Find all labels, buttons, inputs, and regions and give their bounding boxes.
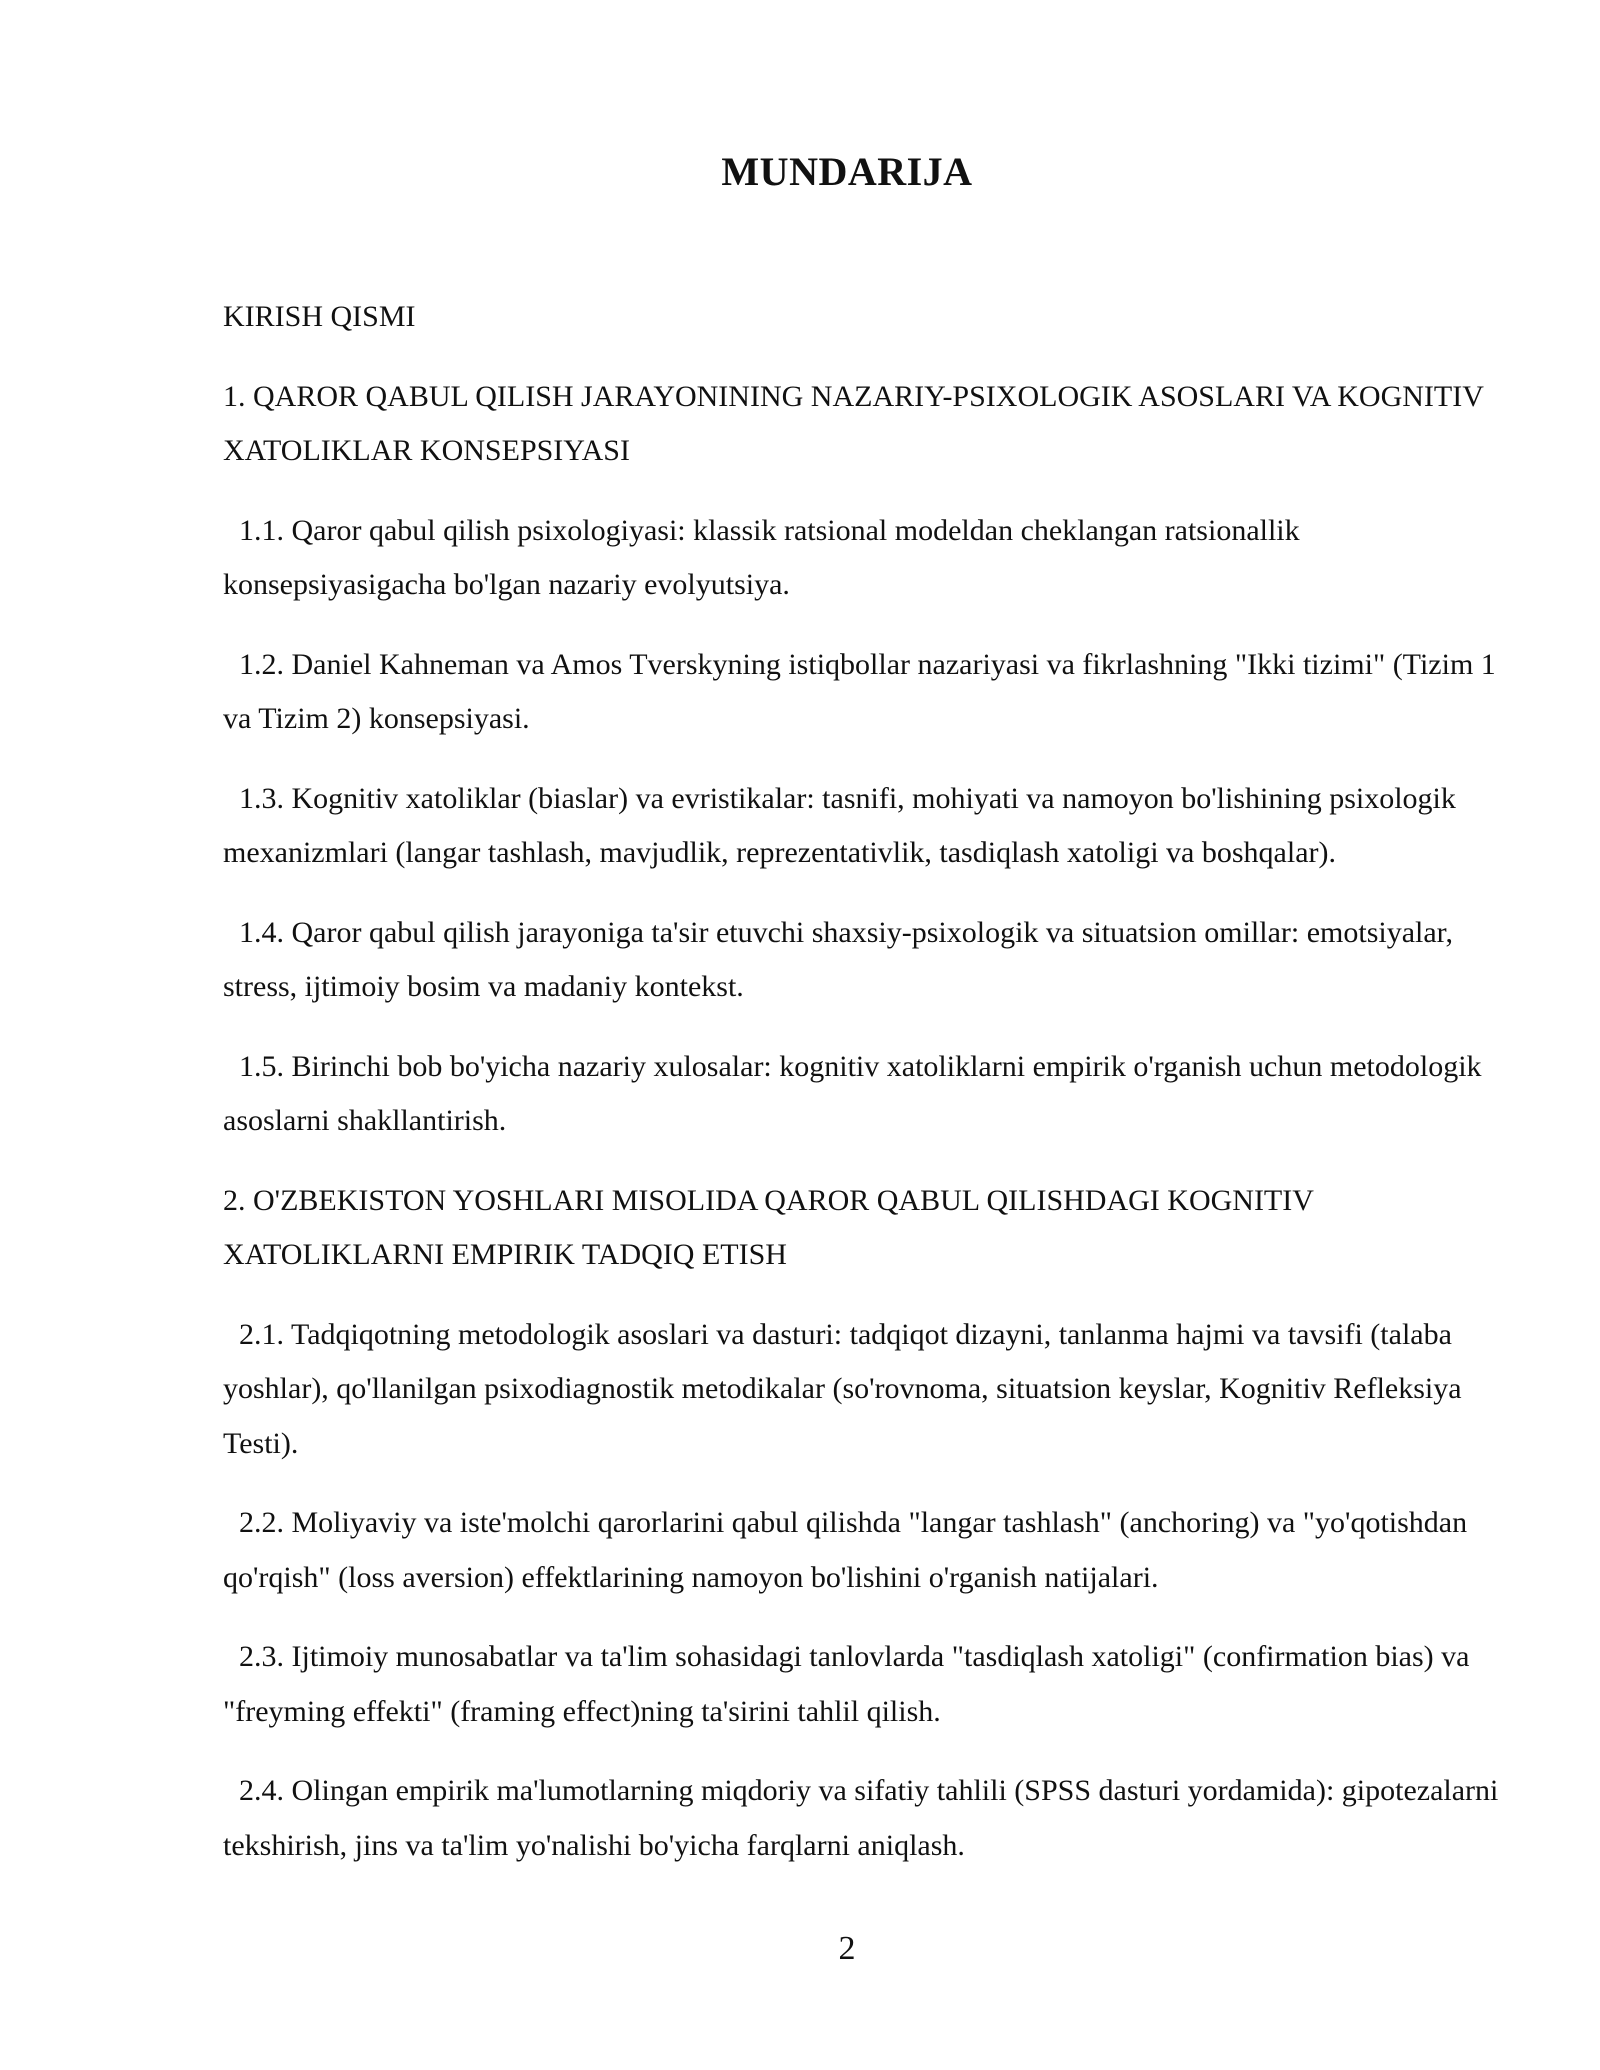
toc-section-1-2: 1.2. Daniel Kahneman va Amos Tverskyning istiqbollar nazariyasi va fikrlashning "Ikki tizimi" (Tizim 1 va Tizim 2) konsepsiyasi. xyxy=(223,647,1496,735)
toc-section-1-4: 1.4. Qaror qabul qilish jarayoniga ta'sir etuvchi shaxsiy-psixologik va situatsion omillar: emotsiyalar, stress, ijtimoiy bosim va madaniy kontekst. xyxy=(223,915,1453,1003)
toc-section-1-3: 1.3. Kognitiv xatoliklar (biaslar) va evristikalar: tasnifi, mohiyati va namoyon bo'lishining psixologik mexanizmlari (langar tashlash, mavjudlik, reprezentativlik, tasdiqlash xatoligi va boshqalar). xyxy=(223,781,1456,869)
page-number: 2 xyxy=(838,1930,856,1967)
toc-chapter-2: 2. O'ZBEKISTON YOSHLARI MISOLIDA QAROR QABUL QILISHDAGI KOGNITIV XATOLIKLARNI EMPIRIK TADQIQ ETISH xyxy=(223,1183,1314,1271)
toc-intro: KIRISH QISMI xyxy=(223,300,416,333)
toc-section-2-2: 2.2. Moliyaviy va iste'molchi qarorlarini qabul qilishda "langar tashlash" (anchoring) va "yo'qotishdan qo'rqish" (loss aversion) effektlarining namoyon bo'lishini o'rganish natijalari. xyxy=(223,1506,1468,1594)
toc-section-2-3: 2.3. Ijtimoiy munosabatlar va ta'lim sohasidagi tanlovlarda "tasdiqlash xatoligi" (confirmation bias) va "freyming effekti" (framing effect)ning ta'sirini tahlil qilish. xyxy=(223,1640,1470,1728)
toc-section-1-1: 1.1. Qaror qabul qilish psixologiyasi: klassik ratsional modeldan cheklangan ratsionallik konsepsiyasigacha bo'lgan nazariy evolyutsiya. xyxy=(223,513,1300,601)
toc-section-2-1: 2.1. Tadqiqotning metodologik asoslari va dasturi: tadqiqot dizayni, tanlanma hajmi va tavsifi (talaba yoshlar), qo'llanilgan psixodiagnostik metodikalar (so'rovnoma, situatsion keyslar, Kognitiv Refleksiya Testi). xyxy=(223,1317,1462,1460)
page-title: MUNDARIJA xyxy=(721,149,973,194)
table-of-contents xyxy=(223,290,1503,1898)
toc-section-2-4: 2.4. Olingan empirik ma'lumotlarning miqdoriy va sifatiy tahlili (SPSS dasturi yordamida): gipotezalarni tekshirish, jins va ta'lim yo'nalishi bo'yicha farqlarni aniqlash. xyxy=(223,1774,1499,1862)
toc-section-1-5: 1.5. Birinchi bob bo'yicha nazariy xulosalar: kognitiv xatoliklarni empirik o'rganish uchun metodologik asoslarni shakllantirish. xyxy=(223,1049,1482,1137)
toc-chapter-1: 1. QAROR QABUL QILISH JARAYONINING NAZARIY-PSIXOLOGIK ASOSLARI VA KOGNITIV XATOLIKLAR KONSEPSIYASI xyxy=(223,379,1484,467)
